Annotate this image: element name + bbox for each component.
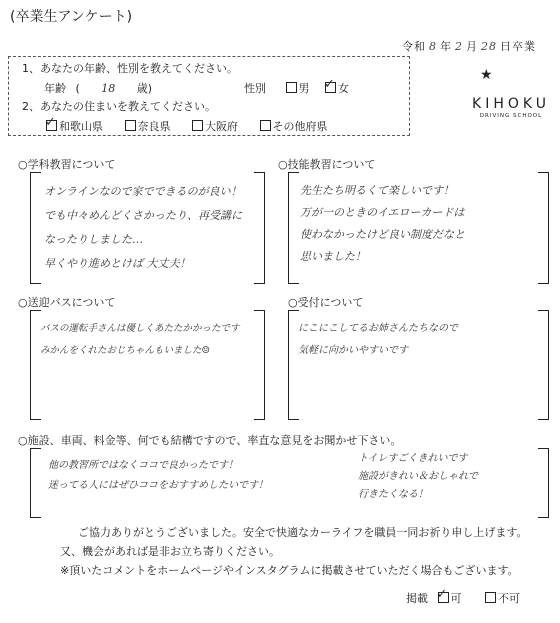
- academic-line: なったりしました…: [44, 233, 143, 246]
- publish-ng-label: 不可: [498, 592, 520, 605]
- skill-heading: ○技能教習について: [278, 158, 376, 171]
- publish-label: 掲載: [406, 592, 428, 605]
- bus-line: バスの運転手さんは優しくあたたかかったです: [40, 323, 240, 334]
- publish-ok-checkbox[interactable]: [438, 592, 449, 603]
- reception-line: 気軽に向かいやすいです: [298, 345, 408, 356]
- academic-bracket-right: [254, 172, 265, 284]
- star-icon: ★: [480, 67, 493, 83]
- academic-line: でも中々めんどくさかったり、再受講に: [44, 209, 242, 222]
- male-checkbox[interactable]: [286, 82, 297, 93]
- academic-bracket-left: [30, 172, 41, 284]
- reception-bracket-right: [538, 310, 549, 420]
- skill-bracket-left: [288, 172, 299, 284]
- graduation-date: [402, 38, 536, 54]
- date-month: 2: [455, 40, 463, 53]
- thanks-message: ご協力ありがとうございました。安全で快適なカーライフを職員一同お祈り申し上げます。: [78, 526, 528, 539]
- academic-heading: ○学科教習について: [18, 158, 116, 171]
- facilities-comment-left[interactable]: [48, 456, 268, 496]
- age-open-paren: (: [75, 82, 80, 95]
- logo-name: KIHOKU: [472, 96, 550, 112]
- skill-line: 先生たち明るくて楽しいです！: [300, 184, 454, 197]
- date-era: 令和: [402, 40, 426, 53]
- facilities-bracket-right: [538, 448, 549, 518]
- facilities-line: 行きたくなる！: [358, 489, 428, 500]
- date-year-unit: 年: [440, 40, 452, 53]
- nara-checkbox[interactable]: [125, 120, 136, 131]
- residence-options: [46, 118, 328, 134]
- reception-comment[interactable]: [298, 318, 458, 362]
- publish-ok-label: 可: [450, 592, 462, 605]
- question-1-label: 1、あなたの年齢、性別を教えてください。: [22, 62, 238, 75]
- date-year: 8: [429, 40, 437, 53]
- facilities-comment-right[interactable]: [358, 450, 478, 504]
- question-2-label: 2、あなたの住まいを教えてください。: [22, 100, 216, 113]
- logo-subtitle: DRIVING SCHOOL: [479, 113, 543, 119]
- bus-bracket-right: [254, 310, 265, 420]
- publish-consent: [406, 590, 520, 606]
- facilities-heading: ○施設、車両、料金等、何でも結構ですので、率直な意見をお聞かせ下さい。: [18, 434, 402, 447]
- age-value[interactable]: 18: [101, 82, 116, 95]
- facilities-line: トイレすごくきれいです: [358, 453, 468, 464]
- date-day: 28: [481, 40, 497, 53]
- age-unit: 歳): [136, 82, 153, 95]
- osaka-checkbox[interactable]: [192, 120, 203, 131]
- male-label: 男: [298, 82, 310, 95]
- facilities-line: 他の教習所ではなくココで良かったです！: [48, 460, 238, 471]
- female-checkbox[interactable]: [325, 82, 336, 93]
- female-label: 女: [338, 82, 349, 95]
- reception-line: にこにこしてるお姉さんたちなので: [298, 323, 458, 334]
- skill-line: 思いました！: [300, 250, 366, 263]
- kihoku-logo: [466, 67, 556, 119]
- bus-heading: ○送迎バスについて: [18, 296, 116, 309]
- facilities-line: 迷ってる人にはぜひココをおすすめしたいです！: [48, 480, 269, 491]
- academic-comment[interactable]: [44, 180, 242, 276]
- visit-message: 又、機会があれば是非お立ち寄りください。: [60, 545, 280, 558]
- sex-row: [244, 80, 349, 96]
- wakayama-label: 和歌山県: [59, 120, 103, 133]
- bus-line: みかんをくれたおじちゃんもいました☺: [40, 345, 211, 356]
- publish-ng-checkbox[interactable]: [485, 592, 496, 603]
- bus-comment[interactable]: [40, 318, 240, 362]
- publish-notice: ※頂いたコメントをホームページやインスタグラムに掲載させていただく場合もございます。: [60, 564, 519, 577]
- facilities-line: 施設がきれい＆おしゃれで: [358, 471, 478, 482]
- skill-comment[interactable]: [300, 180, 465, 268]
- date-month-unit: 月: [466, 40, 478, 53]
- other-pref-label: その他府県: [272, 120, 328, 133]
- osaka-label: 大阪府: [205, 120, 238, 133]
- skill-bracket-right: [538, 172, 549, 284]
- academic-line: 早くやり進めとけば 大丈夫！: [44, 257, 191, 270]
- skill-line: 万が一のときのイエローカードは: [300, 206, 465, 219]
- academic-line: オンラインなので家でできるのが良い！: [44, 185, 242, 198]
- age-row: [44, 80, 152, 96]
- other-pref-checkbox[interactable]: [260, 120, 271, 131]
- wakayama-checkbox[interactable]: [46, 120, 57, 131]
- nara-label: 奈良県: [137, 120, 171, 133]
- sex-label: 性別: [244, 82, 266, 95]
- skill-line: 使わなかったけど良い制度だなと: [300, 228, 465, 241]
- reception-heading: ○受付について: [288, 296, 364, 309]
- facilities-bracket-left: [30, 448, 41, 518]
- date-day-unit: 日卒業: [500, 40, 536, 53]
- age-label: 年齢: [44, 82, 66, 95]
- survey-title: (卒業生アンケート): [10, 9, 133, 25]
